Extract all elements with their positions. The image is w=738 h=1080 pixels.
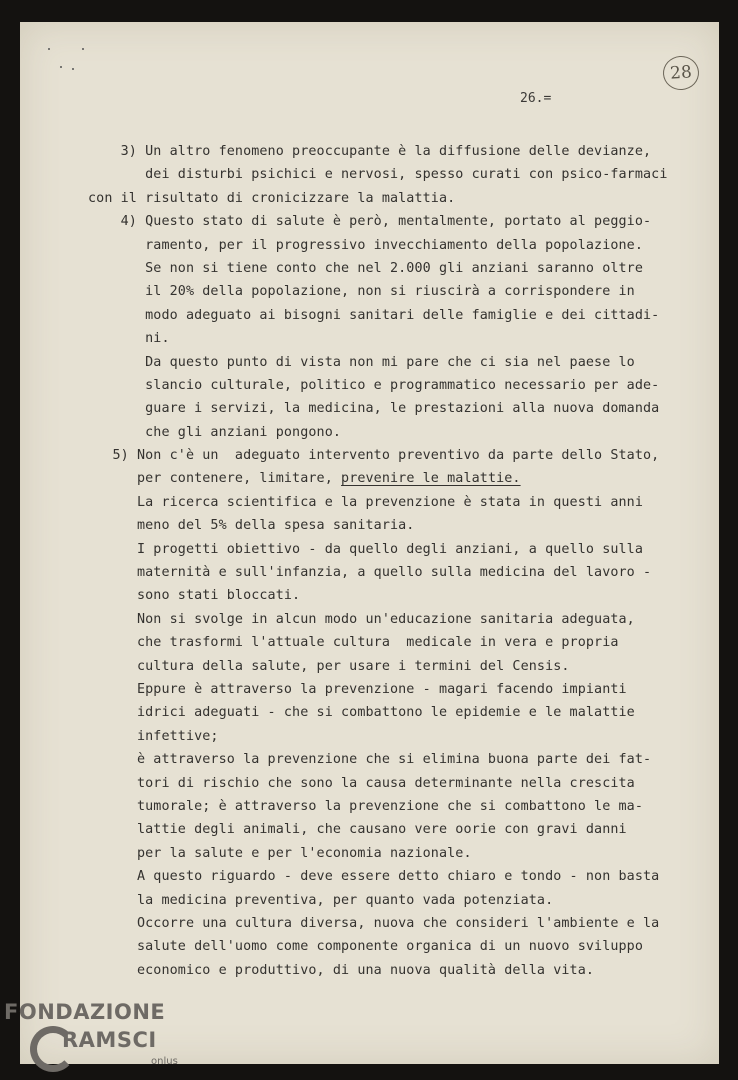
- paper-speck: [60, 66, 62, 68]
- text-line: che gli anziani pongono.: [88, 424, 342, 440]
- text-line: 5) Non c'è un adeguato intervento preventivo da parte dello Stato,: [88, 448, 660, 464]
- underlined-phrase: prevenire le malattie.: [341, 471, 521, 487]
- text-line: maternità e sull'infanzia, a quello sulla medicina del lavoro -: [88, 565, 652, 581]
- text-line: Eppure è attraverso la prevenzione - magari facendo impianti: [88, 681, 627, 697]
- logo-suffix: onlus: [151, 1056, 178, 1067]
- fondazione-gramsci-watermark: [4, 998, 194, 1078]
- paper-speck: [48, 48, 50, 50]
- page-number-stamp: 28: [662, 55, 700, 91]
- text-line: economico e produttivo, di una nuova qualità della vita.: [88, 962, 595, 978]
- text-line: cultura della salute, per usare i termini del Censis.: [88, 658, 570, 674]
- paper-speck: [72, 68, 74, 70]
- text-line: salute dell'uomo come componente organica di un nuovo sviluppo: [88, 939, 644, 955]
- logo-line-2: RAMSCI: [62, 1028, 157, 1052]
- text-line: tumorale; è attraverso la prevenzione che si combattono le ma-: [88, 798, 644, 814]
- text-line: Non si svolge in alcun modo un'educazione sanitaria adeguata,: [88, 611, 635, 627]
- typewritten-body: [88, 140, 668, 982]
- text-line: Occorre una cultura diversa, nuova che consideri l'ambiente e la: [88, 915, 660, 931]
- text-line: è attraverso la prevenzione che si elimina buona parte dei fat-: [88, 752, 652, 768]
- text-line: La ricerca scientifica e la prevenzione è stata in questi anni: [88, 494, 644, 510]
- text-line: slancio culturale, politico e programmatico necessario per ade-: [88, 377, 660, 393]
- text-line: idrici adeguati - che si combattono le epidemie e le malattie: [88, 705, 635, 721]
- text-line: il 20% della popolazione, non si riuscirà a corrispondere in: [88, 284, 635, 300]
- text-line-start: per contenere, limitare,: [88, 471, 342, 487]
- logo-line-1: FONDAZIONE: [4, 1000, 166, 1024]
- text-line: 4) Questo stato di salute è però, mentalmente, portato al peggio-: [88, 214, 652, 230]
- text-line: sono stati bloccati.: [88, 588, 301, 604]
- text-line: ramento, per il progressivo invecchiamento della popolazione.: [88, 237, 644, 253]
- text-line: la medicina preventiva, per quanto vada potenziata.: [88, 892, 554, 908]
- text-line: lattie degli animali, che causano vere oorie con gravi danni: [88, 822, 627, 838]
- text-line: modo adeguato ai bisogni sanitari delle famiglie e dei cittadi-: [88, 307, 660, 323]
- text-line: infettive;: [88, 728, 219, 744]
- text-line: con il risultato di cronicizzare la malattia.: [88, 190, 456, 206]
- text-line: meno del 5% della spesa sanitaria.: [88, 518, 415, 534]
- text-line: tori di rischio che sono la causa determinante nella crescita: [88, 775, 635, 791]
- paper-speck: [82, 48, 84, 50]
- text-line: Da questo punto di vista non mi pare che ci sia nel paese lo: [88, 354, 635, 370]
- page-reference: 26.=: [520, 91, 552, 106]
- text-line: I progetti obiettivo - da quello degli anziani, a quello sulla: [88, 541, 644, 557]
- text-line: che trasformi l'attuale cultura medicale in vera e propria: [88, 635, 619, 651]
- text-line: per la salute e per l'economia nazionale.: [88, 845, 472, 861]
- text-line: dei disturbi psichici e nervosi, spesso curati con psico-farmaci: [88, 167, 668, 183]
- text-line: 3) Un altro fenomeno preoccupante è la diffusione delle devianze,: [88, 144, 652, 159]
- text-line: guare i servizi, la medicina, le prestazioni alla nuova domanda: [88, 401, 660, 417]
- text-line: A questo riguardo - deve essere detto chiaro e tondo - non basta: [88, 869, 660, 885]
- text-line: ni.: [88, 331, 170, 347]
- text-line: Se non si tiene conto che nel 2.000 gli anziani saranno oltre: [88, 260, 644, 276]
- text-line: [88, 467, 668, 490]
